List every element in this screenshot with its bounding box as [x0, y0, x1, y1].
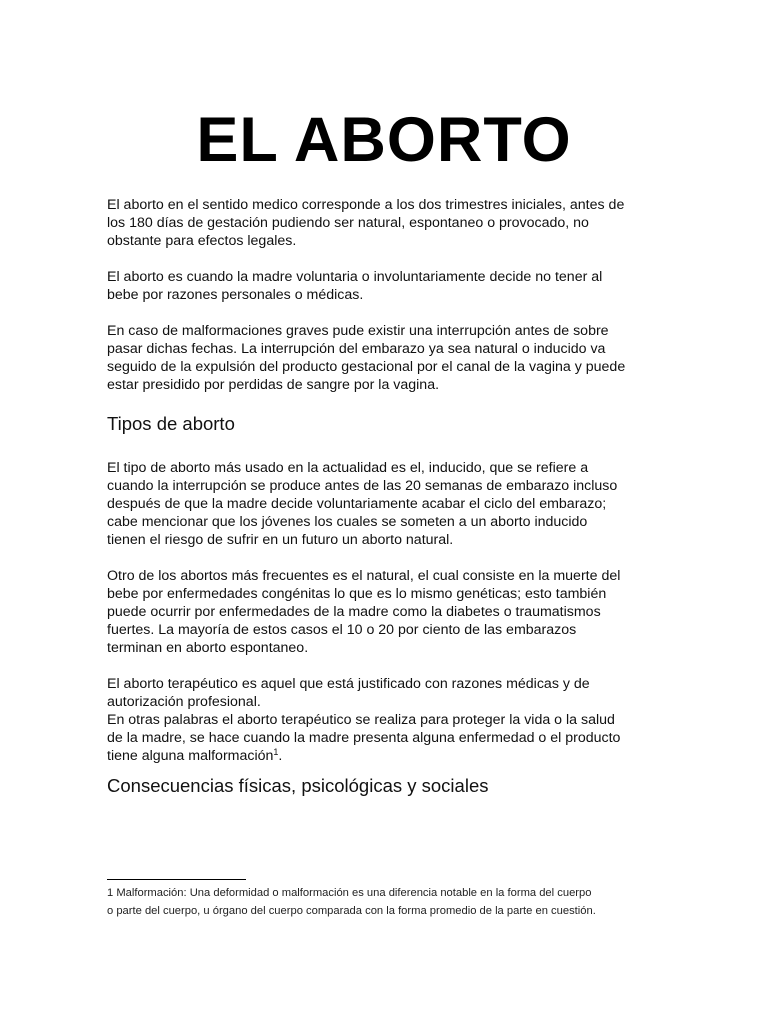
paragraph-intro-1: [107, 196, 669, 250]
text-line: fuertes. La mayoría de estos casos el 10 o 20 por ciento de las embarazos: [107, 622, 577, 638]
text-line-with-footnote: [107, 747, 669, 765]
text-line: Otro de los abortos más frecuentes es el natural, el cual consiste en la muerte del: [107, 568, 621, 584]
text-line: estar presidido por perdidas de sangre por la vagina.: [107, 377, 440, 393]
text-line: autorización profesional.: [107, 694, 261, 710]
paragraph-tipos-2: [107, 567, 669, 657]
paragraph-tipos-3: [107, 675, 669, 765]
text-line: tienen el riesgo de sufrir en un futuro un aborto natural.: [107, 532, 454, 548]
text-line: de la madre, se hace cuando la madre presenta alguna enfermedad o el producto: [107, 730, 621, 746]
footnote-reference[interactable]: 1: [273, 747, 279, 757]
footnote-separator: [107, 879, 246, 880]
footnote-line-2: o parte del cuerpo, u órgano del cuerpo comparada con la forma promedio de la parte en cuestión.: [107, 905, 596, 917]
text-line: cuando la interrupción se produce antes de las 20 semanas de embarazo incluso: [107, 478, 618, 494]
text-line: El aborto es cuando la madre voluntaria o involuntariamente decide no tener al: [107, 269, 603, 285]
text-line: El tipo de aborto más usado en la actualidad es el, inducido, que se refiere a: [107, 460, 589, 476]
footnote: [107, 884, 667, 920]
text-line: En otras palabras el aborto terapéutico se realiza para proteger la vida o la salud: [107, 712, 615, 728]
footnote-line-1: [107, 884, 667, 902]
text-line: bebe por enfermedades congénitas lo que es lo mismo genéticas; esto también: [107, 586, 607, 602]
text-line-end: .: [278, 748, 283, 764]
footnote-number: 1: [107, 887, 114, 899]
paragraph-intro-3: [107, 322, 669, 394]
text-line: El aborto en el sentido medico corresponde a los dos trimestres iniciales, antes de: [107, 197, 625, 213]
text-line: obstante para efectos legales.: [107, 233, 297, 249]
text-line: seguido de la expulsión del producto gestacional por el canal de la vagina y puede: [107, 359, 626, 375]
paragraph-tipos-1: [107, 459, 669, 549]
document-title: EL ABORTO: [196, 105, 572, 175]
text-line: El aborto terapéutico es aquel que está justificado con razones médicas y de: [107, 676, 590, 692]
text-line-body: tiene alguna malformación: [107, 748, 274, 764]
footnote-term: Malformación:: [116, 887, 187, 899]
text-line: terminan en aborto espontaneo.: [107, 640, 309, 656]
footnote-text: Una deformidad o malformación es una diferencia notable en la forma del cuerpo: [186, 887, 592, 899]
text-line: después de que la madre decide voluntariamente acabar el ciclo del embarazo;: [107, 496, 607, 512]
text-line: cabe mencionar que los jóvenes los cuales se someten a un aborto inducido: [107, 514, 588, 530]
section-heading-consecuencias: Consecuencias físicas, psicológicas y sociales: [107, 775, 489, 796]
text-line: puede ocurrir por enfermedades de la madre como la diabetes o traumatismos: [107, 604, 601, 620]
document-body: [107, 196, 669, 798]
section-heading-tipos: Tipos de aborto: [107, 413, 235, 434]
paragraph-intro-2: [107, 268, 669, 304]
text-line: pasar dichas fechas. La interrupción del embarazo ya sea natural o inducido va: [107, 341, 606, 357]
text-line: bebe por razones personales o médicas.: [107, 287, 364, 303]
text-line: En caso de malformaciones graves pude existir una interrupción antes de sobre: [107, 323, 609, 339]
text-line: los 180 días de gestación pudiendo ser natural, espontaneo o provocado, no: [107, 215, 589, 231]
